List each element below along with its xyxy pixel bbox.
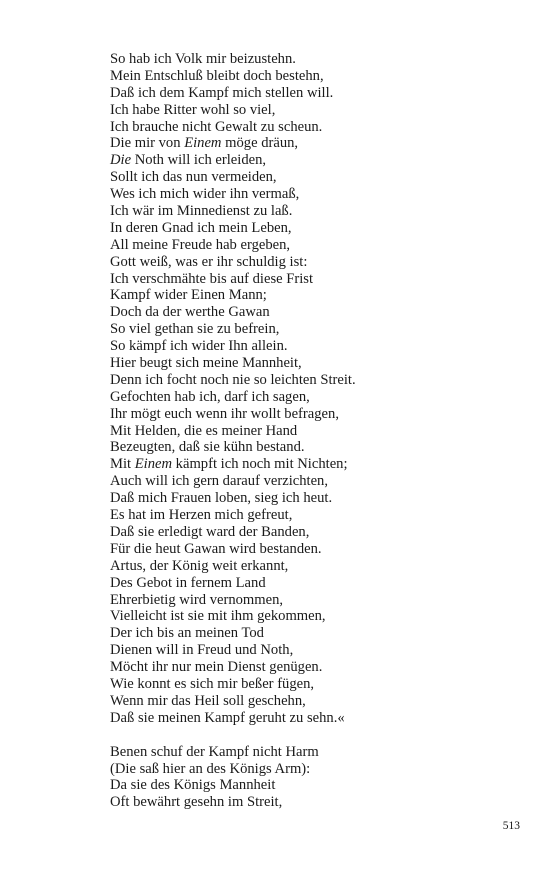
line-segment: So kämpf ich wider Ihn allein. (110, 338, 288, 355)
line-segment: Ich brauche nicht Gewalt zu scheun. (110, 118, 323, 135)
verse-line (110, 102, 510, 119)
verse-line (110, 119, 510, 136)
verse-line (110, 761, 510, 778)
emphasized-word: Die (110, 152, 132, 169)
page-number: 513 (502, 820, 520, 832)
verse-line (110, 659, 510, 676)
verse-line (110, 710, 510, 727)
line-segment: Für die heut Gawan wird bestanden. (110, 540, 322, 557)
line-segment: Mit Helden, die es meiner Hand (110, 422, 298, 439)
verse-line (110, 85, 510, 102)
verse-line (110, 51, 510, 68)
line-segment: Oft bewährt gesehn im Streit, (110, 794, 283, 811)
line-segment: Hier beugt sich meine Mannheit, (110, 355, 302, 372)
verse-line (110, 794, 510, 811)
verse-line (110, 575, 510, 592)
verse-line (110, 693, 510, 710)
line-segment: Ich wär im Minnedienst zu laß. (110, 203, 293, 220)
line-segment: Gott weiß, was er ihr schuldig ist: (110, 253, 308, 270)
line-segment: Der ich bis an meinen Tod (110, 625, 264, 642)
verse-line (110, 389, 510, 406)
verse-line (110, 372, 510, 389)
verse-line (110, 439, 510, 456)
line-segment: Wes ich mich wider ihn vermaß, (110, 186, 300, 203)
verse-line (110, 135, 510, 152)
line-segment: Dienen will in Freud und Noth, (110, 642, 294, 659)
line-segment: Die mir von (110, 135, 185, 152)
verse-line (110, 152, 510, 169)
verse-line (110, 423, 510, 440)
line-segment: Mit (110, 456, 135, 473)
line-segment: Doch da der werthe Gawan (110, 304, 270, 321)
verse-line (110, 271, 510, 288)
line-segment: In deren Gnad ich mein Leben, (110, 219, 292, 236)
verse-line (110, 507, 510, 524)
verse-line (110, 592, 510, 609)
line-segment: Wie konnt es sich mir beßer fügen, (110, 675, 315, 692)
line-segment: Kampf wider Einen Mann; (110, 287, 267, 304)
verse-line (110, 473, 510, 490)
verse-line (110, 338, 510, 355)
verse-line (110, 490, 510, 507)
line-segment: Mein Entschluß bleibt doch bestehn, (110, 67, 324, 84)
line-segment: Bezeugten, daß sie kühn bestand. (110, 439, 305, 456)
line-segment: Denn ich focht noch nie so leichten Streit. (110, 371, 356, 388)
line-segment: Benen schuf der Kampf nicht Harm (110, 743, 319, 760)
line-segment: Da sie des Königs Mannheit (110, 777, 276, 794)
verse-line (110, 287, 510, 304)
stanza (110, 51, 510, 727)
verse-line (110, 169, 510, 186)
verse-line (110, 625, 510, 642)
verse-line (110, 558, 510, 575)
line-segment: Daß sie meinen Kampf geruht zu sehn.« (110, 709, 345, 726)
line-segment: All meine Freude hab ergeben, (110, 236, 291, 253)
line-segment: So hab ich Volk mir beizustehn. (110, 51, 296, 67)
line-segment: (Die saß hier an des Königs Arm): (110, 760, 311, 777)
line-segment: So viel gethan sie zu befrein, (110, 321, 280, 338)
verse-line (110, 524, 510, 541)
verse-line (110, 321, 510, 338)
line-segment: Auch will ich gern darauf verzichten, (110, 473, 329, 490)
verse-line (110, 203, 510, 220)
line-segment: Artus, der König weit erkannt, (110, 557, 289, 574)
line-segment: Ehrerbietig wird vernommen, (110, 591, 284, 608)
emphasized-word: Einem (184, 135, 222, 152)
line-segment: möge dräun, (221, 135, 299, 152)
line-segment: Des Gebot in fernem Land (110, 574, 266, 591)
line-segment: kämpft ich noch mit Nichten; (172, 456, 348, 473)
verse-line (110, 744, 510, 761)
line-segment: Vielleicht ist sie mit ihm gekommen, (110, 608, 326, 625)
line-segment: Es hat im Herzen mich gefreut, (110, 507, 293, 524)
verse-line (110, 220, 510, 237)
verse-line (110, 68, 510, 85)
stanza (110, 744, 510, 812)
line-segment: Gefochten hab ich, darf ich sagen, (110, 388, 310, 405)
verse-line (110, 777, 510, 794)
line-segment: Ich verschmähte bis auf diese Frist (110, 270, 314, 287)
verse-line (110, 355, 510, 372)
verse-line (110, 254, 510, 271)
verse-line (110, 642, 510, 659)
verse-line (110, 406, 510, 423)
line-segment: Noth will ich erleiden, (131, 152, 267, 169)
line-segment: Ihr mögt euch wenn ihr wollt befragen, (110, 405, 339, 422)
verse-line (110, 541, 510, 558)
verse-text (110, 51, 510, 828)
verse-line (110, 237, 510, 254)
line-segment: Wenn mir das Heil soll geschehn, (110, 692, 306, 709)
line-segment: Sollt ich das nun vermeiden, (110, 169, 277, 186)
verse-line (110, 676, 510, 693)
line-segment: Daß mich Frauen loben, sieg ich heut. (110, 490, 333, 507)
verse-line (110, 456, 510, 473)
line-segment: Möcht ihr nur mein Dienst genügen. (110, 659, 323, 676)
line-segment: Daß sie erledigt ward der Banden, (110, 523, 310, 540)
verse-line (110, 304, 510, 321)
verse-line (110, 186, 510, 203)
line-segment: Ich habe Ritter wohl so viel, (110, 101, 276, 118)
verse-line (110, 608, 510, 625)
line-segment: Daß ich dem Kampf mich stellen will. (110, 84, 334, 101)
emphasized-word: Einem (134, 456, 173, 473)
